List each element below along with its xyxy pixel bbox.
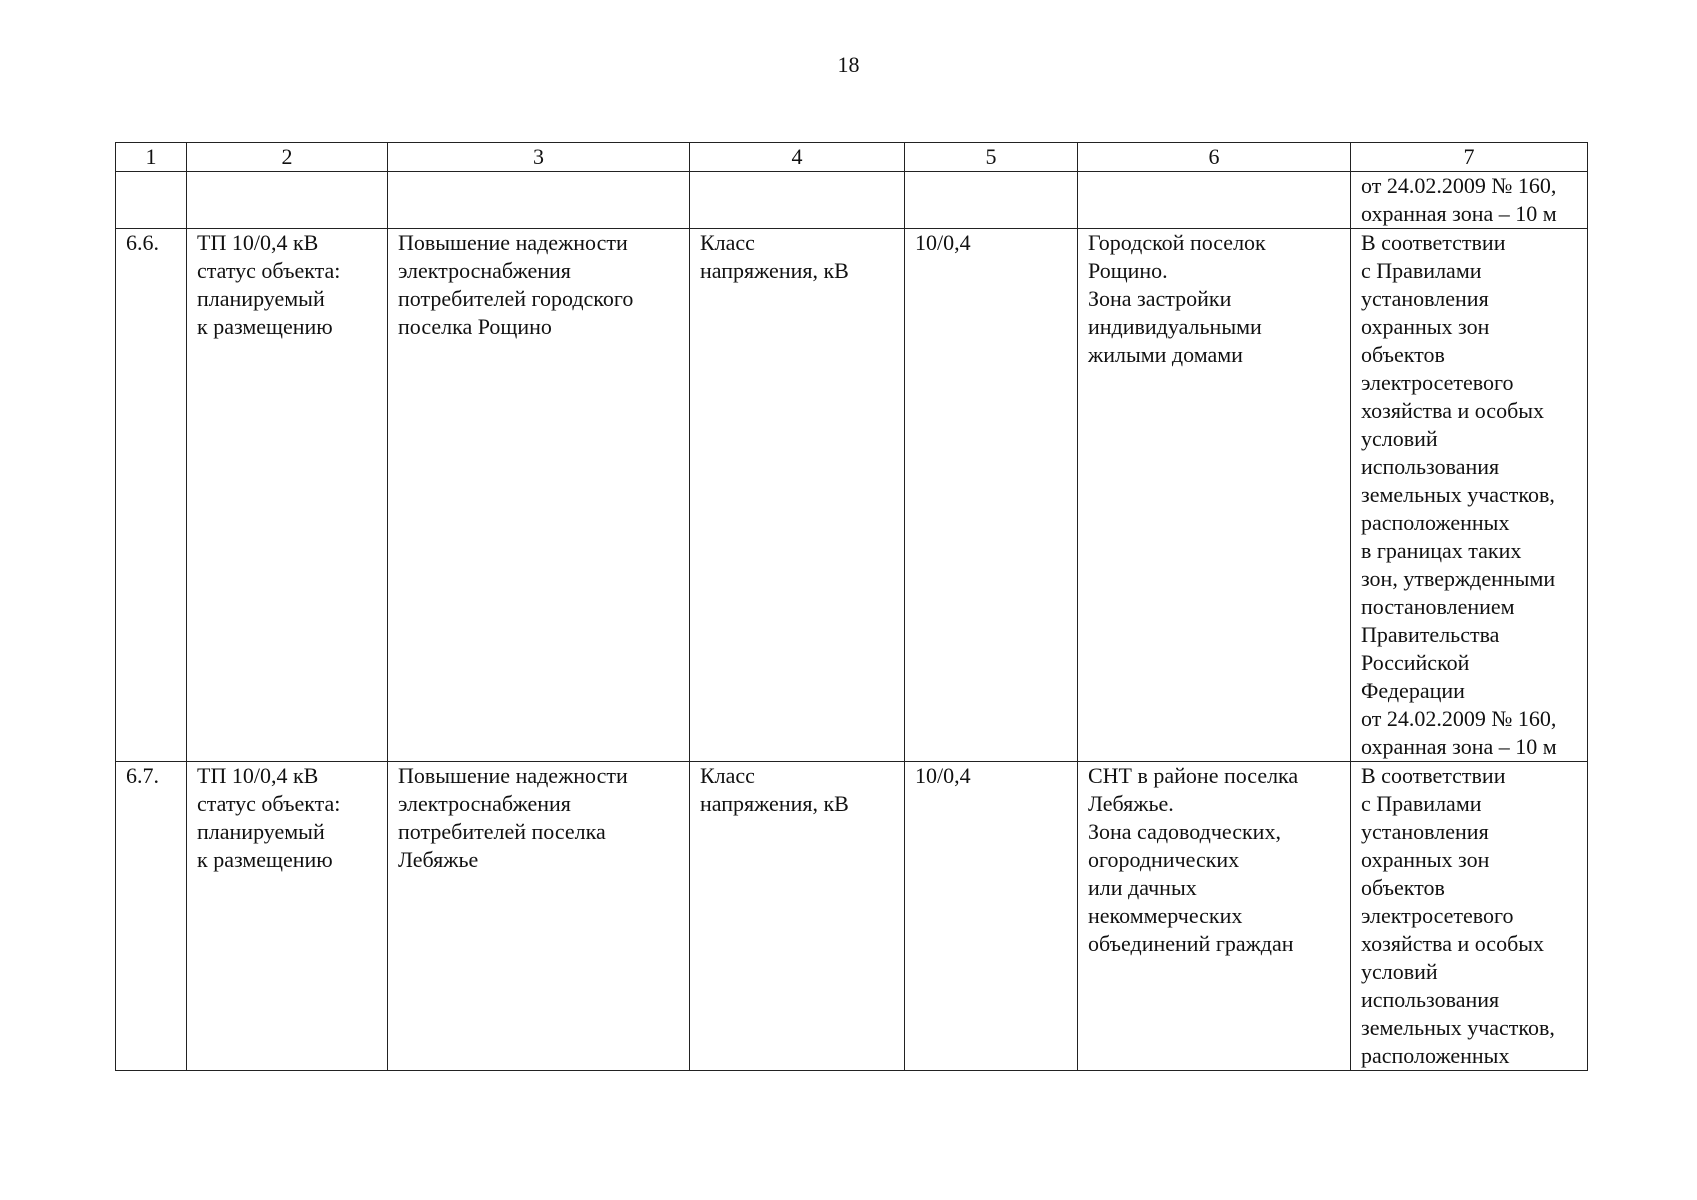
text-line: Лебяжье — [398, 847, 479, 872]
text-line: СНТ в районе поселка — [1088, 763, 1299, 788]
text-line: земельных участков, — [1361, 1015, 1555, 1040]
page-number: 18 — [837, 52, 860, 77]
cell-characteristic — [690, 229, 905, 762]
cell-zone-continuation — [1351, 172, 1588, 229]
text-line: электроснабжения — [398, 791, 571, 816]
text-line: хозяйства и особых — [1361, 398, 1545, 423]
text-line: электросетевого — [1361, 370, 1514, 395]
header-cell-5: 5 — [905, 143, 1078, 172]
text-line: или дачных — [1088, 875, 1197, 900]
cell-empty — [905, 172, 1078, 229]
header-cell-3: 3 — [388, 143, 690, 172]
text-line: охранная зона – 10 м — [1361, 201, 1557, 226]
text-line: объединений граждан — [1088, 931, 1294, 956]
text-line: охранных зон — [1361, 314, 1490, 339]
text-line: индивидуальными — [1088, 314, 1262, 339]
text-line: статус объекта: — [197, 791, 341, 816]
text-line: Зона застройки — [1088, 286, 1232, 311]
text-line: Рощино. — [1088, 258, 1168, 283]
text-line: объектов — [1361, 342, 1445, 367]
text-line: В соответствии — [1361, 763, 1506, 788]
text-line: хозяйства и особых — [1361, 931, 1545, 956]
cell-value: 10/0,4 — [905, 229, 1078, 762]
header-cell-1: 1 — [116, 143, 187, 172]
cell-empty — [187, 172, 388, 229]
text-line: ТП 10/0,4 кВ — [197, 763, 319, 788]
text-line: от 24.02.2009 № 160, — [1361, 173, 1557, 198]
text-line: постановлением — [1361, 594, 1515, 619]
text-line: Городской поселок — [1088, 230, 1266, 255]
text-line: Повышение надежности — [398, 230, 628, 255]
text-line: напряжения, кВ — [700, 791, 849, 816]
cell-object-name — [187, 229, 388, 762]
cell-purpose — [388, 229, 690, 762]
text-line: Класс — [700, 230, 755, 255]
continuation-row — [116, 172, 1588, 229]
text-line: объектов — [1361, 875, 1445, 900]
text-line: Зона садоводческих, — [1088, 819, 1281, 844]
header-cell-6: 6 — [1078, 143, 1351, 172]
text-line: Правительства — [1361, 622, 1500, 647]
text-line: электроснабжения — [398, 258, 571, 283]
text-line: к размещению — [197, 847, 333, 872]
text-line: с Правилами — [1361, 258, 1482, 283]
text-line: некоммерческих — [1088, 903, 1243, 928]
cell-empty — [116, 172, 187, 229]
text-line: в границах таких — [1361, 538, 1522, 563]
text-line: расположенных — [1361, 1043, 1510, 1068]
text-line: жилыми домами — [1088, 342, 1243, 367]
text-line: установления — [1361, 819, 1489, 844]
text-line: планируемый — [197, 819, 325, 844]
text-line: планируемый — [197, 286, 325, 311]
text-line: расположенных — [1361, 510, 1510, 535]
text-line: Федерации — [1361, 678, 1465, 703]
text-line: В соответствии — [1361, 230, 1506, 255]
header-cell-2: 2 — [187, 143, 388, 172]
cell-location — [1078, 762, 1351, 1071]
header-cell-4: 4 — [690, 143, 905, 172]
text-line: зон, утвержденными — [1361, 566, 1556, 591]
text-line: напряжения, кВ — [700, 258, 849, 283]
table-row — [116, 762, 1588, 1071]
table-row — [116, 229, 1588, 762]
cell-number: 6.6. — [116, 229, 187, 762]
text-line: использования — [1361, 454, 1500, 479]
cell-empty — [1078, 172, 1351, 229]
text-line: с Правилами — [1361, 791, 1482, 816]
text-line: земельных участков, — [1361, 482, 1555, 507]
text-line: электросетевого — [1361, 903, 1514, 928]
header-cell-7: 7 — [1351, 143, 1588, 172]
text-line: Российской — [1361, 650, 1470, 675]
cell-value: 10/0,4 — [905, 762, 1078, 1071]
text-line: потребителей городского — [398, 286, 634, 311]
cell-zone — [1351, 229, 1588, 762]
text-line: условий — [1361, 959, 1438, 984]
text-line: ТП 10/0,4 кВ — [197, 230, 319, 255]
header-row — [116, 143, 1588, 172]
text-line: Повышение надежности — [398, 763, 628, 788]
text-line: Класс — [700, 763, 755, 788]
cell-number: 6.7. — [116, 762, 187, 1071]
cell-empty — [690, 172, 905, 229]
text-line: использования — [1361, 987, 1500, 1012]
objects-table — [115, 142, 1588, 1071]
text-line: установления — [1361, 286, 1489, 311]
cell-zone — [1351, 762, 1588, 1071]
text-line: статус объекта: — [197, 258, 341, 283]
text-line: поселка Рощино — [398, 314, 552, 339]
text-line: Лебяжье. — [1088, 791, 1174, 816]
text-line: от 24.02.2009 № 160, — [1361, 706, 1557, 731]
text-line: огороднических — [1088, 847, 1240, 872]
text-line: охранная зона – 10 м — [1361, 734, 1557, 759]
text-line: условий — [1361, 426, 1438, 451]
cell-empty — [388, 172, 690, 229]
cell-characteristic — [690, 762, 905, 1071]
cell-location — [1078, 229, 1351, 762]
text-line: охранных зон — [1361, 847, 1490, 872]
text-line: к размещению — [197, 314, 333, 339]
cell-object-name — [187, 762, 388, 1071]
text-line: потребителей поселка — [398, 819, 606, 844]
cell-purpose — [388, 762, 690, 1071]
